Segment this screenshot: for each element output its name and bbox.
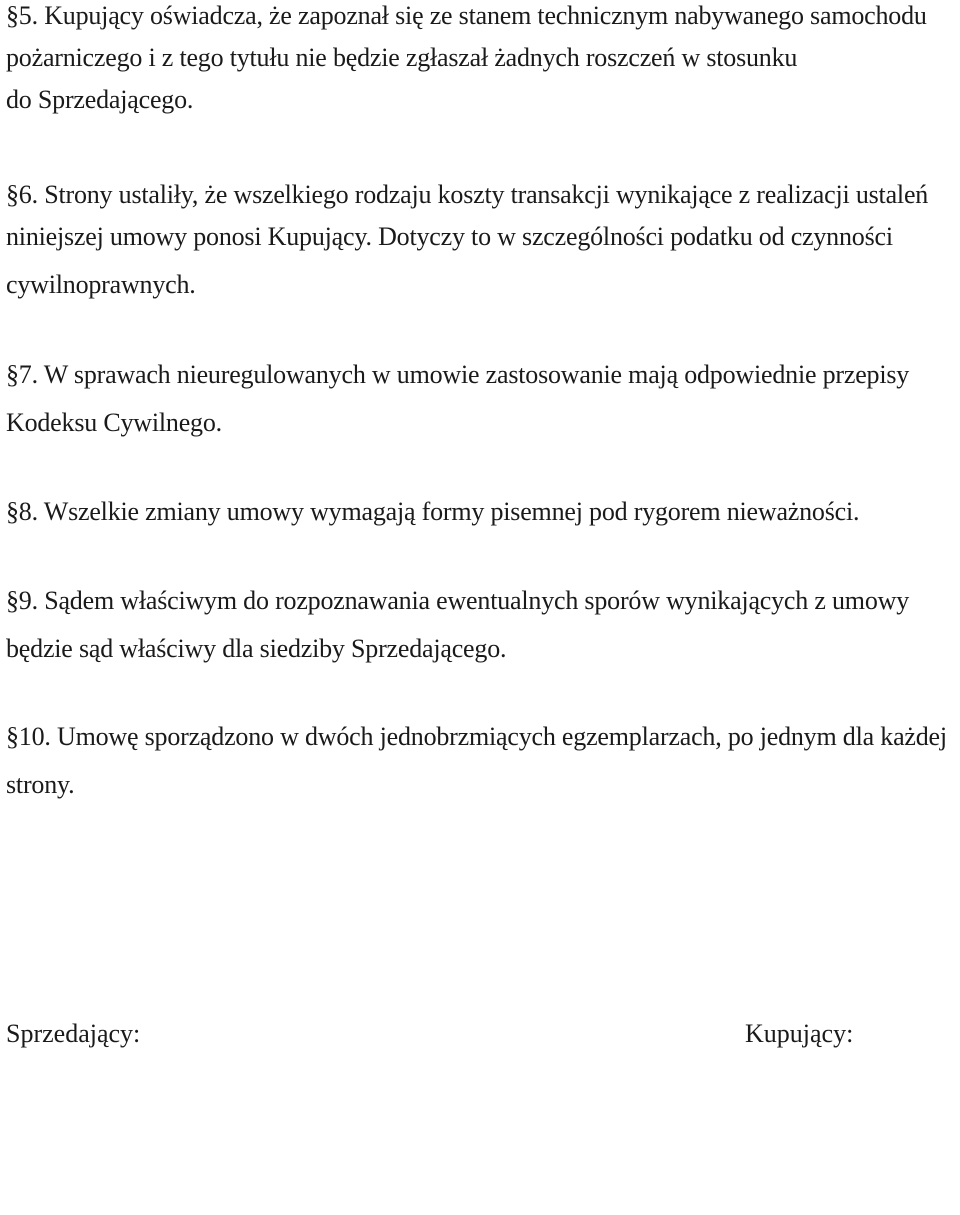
paragraph-9-line-2: będzie sąd właściwy dla siedziby Sprzedającego. <box>6 634 507 663</box>
paragraph-6-line-1: §6. Strony ustaliły, że wszelkiego rodzaju koszty transakcji wynikające z realizacji ustaleń <box>6 180 929 209</box>
paragraph-10-line-2: strony. <box>6 770 75 799</box>
paragraph-9-line-1: §9. Sądem właściwym do rozpoznawania ewentualnych sporów wynikających z umowy <box>6 586 910 615</box>
paragraph-6-line-3: cywilnoprawnych. <box>6 270 196 299</box>
paragraph-5-line-3: do Sprzedającego. <box>6 85 194 114</box>
paragraph-7-line-2: Kodeksu Cywilnego. <box>6 408 222 437</box>
paragraph-8-line-1: §8. Wszelkie zmiany umowy wymagają formy pisemnej pod rygorem nieważności. <box>6 497 860 526</box>
paragraph-10-line-1: §10. Umowę sporządzono w dwóch jednobrzmiących egzemplarzach, po jednym dla każdej <box>6 722 947 751</box>
paragraph-5-line-2: pożarniczego i z tego tytułu nie będzie zgłaszał żadnych roszczeń w stosunku <box>6 43 798 72</box>
paragraph-5-line-1: §5. Kupujący oświadcza, że zapoznał się ze stanem technicznym nabywanego samochodu <box>6 1 927 30</box>
buyer-signature-label: Kupujący: <box>745 1019 854 1048</box>
paragraph-7-line-1: §7. W sprawach nieuregulowanych w umowie zastosowanie mają odpowiednie przepisy <box>6 360 910 389</box>
paragraph-6-line-2: niniejszej umowy ponosi Kupujący. Dotyczy to w szczególności podatku od czynności <box>6 222 893 251</box>
seller-signature-label: Sprzedający: <box>6 1019 141 1048</box>
